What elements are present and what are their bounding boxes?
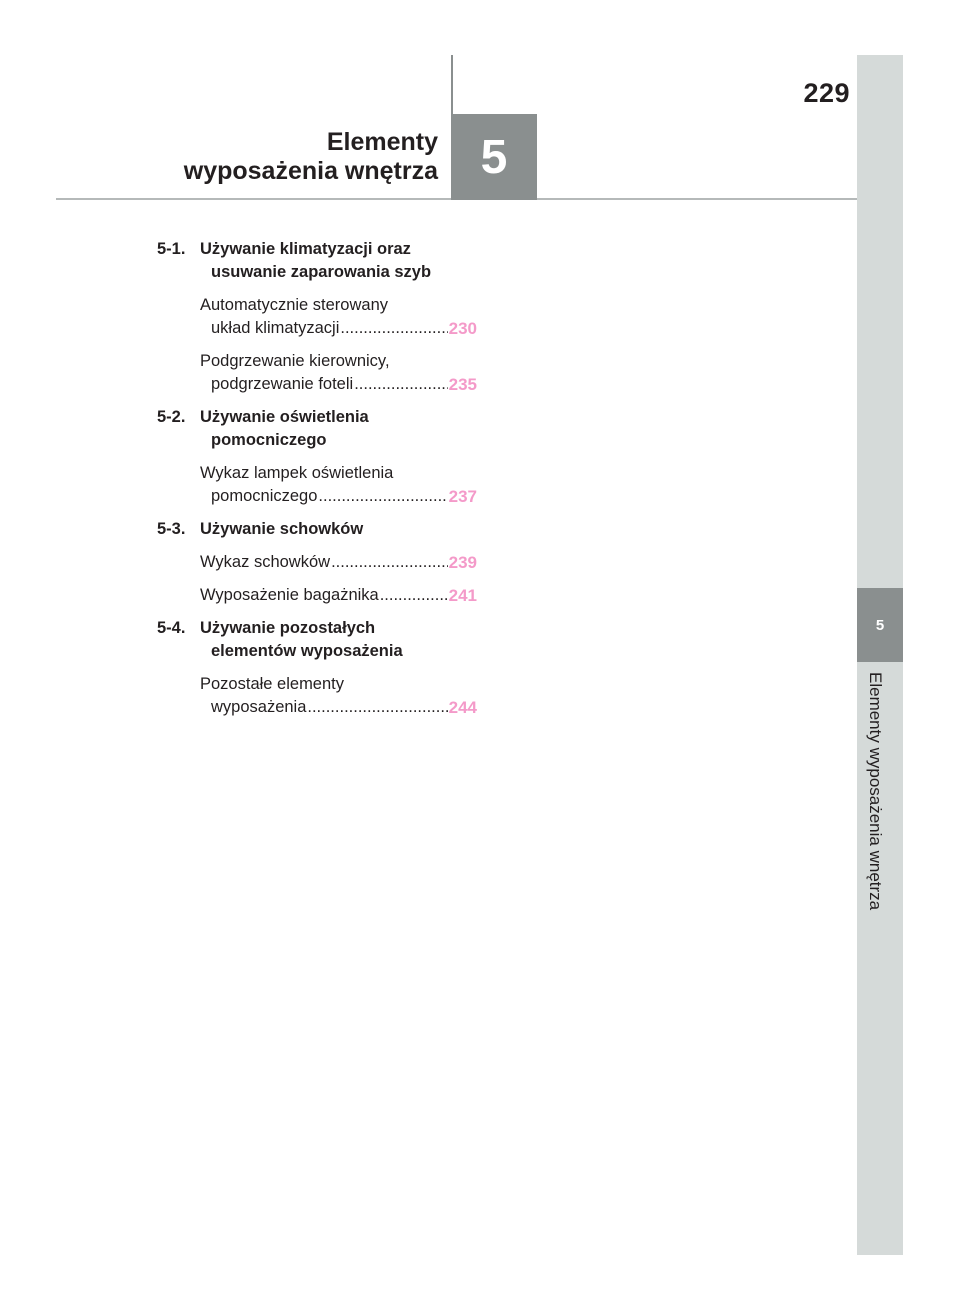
leader-dots: [307, 696, 447, 719]
entry-title: Wykaz schowków: [200, 553, 331, 571]
side-tab-number[interactable]: 5: [857, 588, 903, 662]
toc-section-5-3: [157, 518, 477, 607]
entry-title: Wyposażenie bagażnika: [200, 586, 379, 604]
entry-title-cont: podgrzewanie foteli: [211, 375, 354, 393]
page-number: 229: [803, 78, 850, 108]
chapter-number-box: 5: [451, 114, 537, 200]
toc-section-5-1: [157, 238, 477, 396]
leader-dots: [340, 317, 447, 340]
page-link[interactable]: 239: [448, 553, 477, 572]
entry-title-cont: układ klimatyzacji: [211, 319, 340, 337]
entry-title: Automatycznie sterowany: [200, 296, 389, 314]
chapter-title: [184, 128, 438, 186]
toc-entry[interactable]: [157, 350, 477, 396]
toc-entry[interactable]: [157, 584, 477, 607]
entry-title-cont: wyposażenia: [211, 698, 307, 716]
section-title: Używanie klimatyzacji oraz usuwanie zaparowania szyb: [200, 240, 432, 281]
section-number: 5-1.: [157, 240, 186, 258]
entry-title: Wykaz lampek oświetlenia: [200, 464, 394, 482]
toc-section-5-2: [157, 406, 477, 508]
leader-dots: [354, 373, 447, 396]
page-link[interactable]: 241: [448, 586, 477, 605]
toc-entry[interactable]: [157, 673, 477, 719]
entry-title: Podgrzewanie kierownicy,: [200, 352, 390, 370]
leader-dots: [331, 551, 448, 574]
table-of-contents: [157, 234, 477, 719]
entry-title-cont: pomocniczego: [211, 487, 318, 505]
section-title: Używanie pozostałych elementów wyposażenia: [200, 619, 403, 660]
side-tab-label: Elementy wyposażenia wnętrza: [866, 672, 885, 911]
chapter-title-line1: Elementy: [326, 128, 438, 156]
section-number: 5-3.: [157, 520, 186, 538]
page-link[interactable]: 244: [448, 698, 477, 717]
section-title: Używanie schowków: [200, 520, 364, 538]
entry-title: Pozostałe elementy: [200, 675, 344, 693]
toc-entry[interactable]: [157, 551, 477, 574]
page-link[interactable]: 237: [448, 487, 477, 506]
header-vertical-rule: [451, 55, 453, 115]
section-title: Używanie oświetlenia pomocniczego: [200, 408, 369, 449]
chapter-title-line2: wyposażenia wnętrza: [183, 157, 438, 185]
section-number: 5-2.: [157, 408, 186, 426]
page-link[interactable]: 235: [448, 375, 477, 394]
page-link[interactable]: 230: [448, 319, 477, 338]
leader-dots: [318, 485, 447, 508]
toc-entry[interactable]: [157, 294, 477, 340]
toc-entry[interactable]: [157, 462, 477, 508]
section-number: 5-4.: [157, 619, 186, 637]
toc-section-5-4: [157, 617, 477, 719]
leader-dots: [380, 584, 448, 607]
